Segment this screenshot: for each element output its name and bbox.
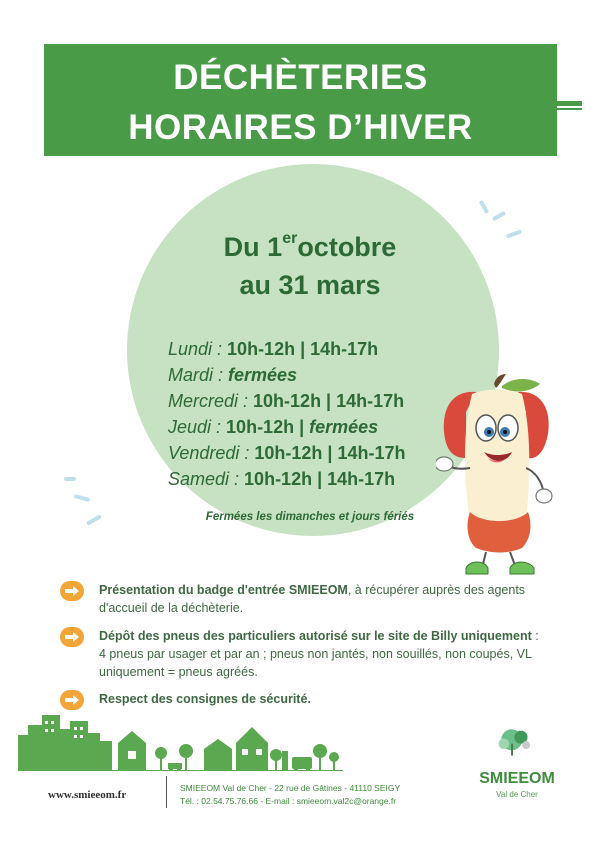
- schedule-row-lundi: [168, 336, 405, 362]
- schedule-row-vendredi: [168, 440, 405, 466]
- hours-value: 10h-12h | 14h-17h: [244, 469, 396, 489]
- contact-line: Tél. : 02.54.75.76.66 - E-mail : smieeom.val2c@orange.fr: [180, 796, 397, 806]
- info-text-rest: : 4 pneus par usager et par an ; pneus non jantés, non souillés, non coupés, VL uniquement = pneus agréés.: [99, 629, 539, 679]
- ray-decoration: [492, 211, 506, 221]
- footer-divider: [166, 776, 167, 808]
- logo-name: SMIEEOM: [479, 770, 555, 787]
- smieeom-logo-icon: [470, 724, 560, 774]
- period-start-sup: er: [282, 230, 298, 247]
- city-skyline-illustration: [18, 713, 343, 771]
- hours-value: 10h-12h | 14h-17h: [253, 391, 405, 411]
- ray-decoration: [506, 229, 522, 238]
- period-end: au 31 mars: [239, 270, 381, 300]
- arrow-right-icon: [60, 581, 84, 601]
- ray-decoration: [86, 514, 102, 525]
- schedule-row-mardi: [168, 362, 405, 388]
- title-line-1: DÉCHÈTERIES: [173, 58, 428, 97]
- period-start-text: Du 1: [223, 232, 283, 262]
- day-label: Jeudi :: [168, 417, 227, 437]
- period-start: [160, 232, 460, 263]
- logo-subtitle: Val de Cher: [496, 790, 538, 799]
- schedule-row-jeudi: [168, 414, 405, 440]
- info-text: [99, 690, 549, 708]
- info-text-bold: Présentation du badge d'entrée SMIEEOM: [99, 583, 348, 597]
- day-label: Samedi :: [168, 469, 245, 489]
- hours-closed: fermées: [309, 417, 379, 437]
- hours-value: fermées: [228, 365, 298, 385]
- arrow-right-icon: [60, 690, 84, 710]
- schedule-row-mercredi: [168, 388, 405, 414]
- arrow-right-icon: [60, 627, 84, 647]
- closed-note: Fermées les dimanches et jours fériés: [205, 511, 415, 523]
- hours-value: 10h-12h | 14h-17h: [227, 339, 379, 359]
- day-label: Mardi :: [168, 365, 229, 385]
- info-text: [99, 581, 549, 617]
- schedule-list: [168, 336, 405, 492]
- period-start-month: octobre: [297, 232, 397, 262]
- info-text-rest: , à récupérer auprès des agents d'accueil de la déchèterie.: [99, 583, 526, 615]
- day-label: Lundi :: [168, 339, 228, 359]
- ray-decoration: [479, 200, 489, 214]
- banner-accent-line: [556, 101, 582, 106]
- address-line: SMIEEOM Val de Cher - 22 rue de Gâtines - 41110 SEIGY: [180, 783, 401, 793]
- day-label: Mercredi :: [168, 391, 254, 411]
- title-line-2: HORAIRES D’HIVER: [128, 108, 473, 147]
- hours-value: 10h-12h |: [226, 417, 310, 437]
- website-link[interactable]: www.smieeom.fr: [48, 789, 127, 801]
- info-text-bold: Dépôt des pneus des particuliers autorisé sur le site de Billy uniquement: [99, 629, 532, 643]
- ray-decoration: [64, 477, 76, 481]
- info-text: [99, 627, 549, 681]
- info-text-bold: Respect des consignes de sécurité.: [99, 692, 311, 706]
- banner-accent-line-thin: [556, 108, 582, 110]
- apple-mascot-illustration: [436, 372, 558, 582]
- hours-value: 10h-12h | 14h-17h: [254, 443, 406, 463]
- day-label: Vendredi :: [168, 443, 255, 463]
- schedule-row-samedi: [168, 466, 405, 492]
- ray-decoration: [74, 494, 90, 502]
